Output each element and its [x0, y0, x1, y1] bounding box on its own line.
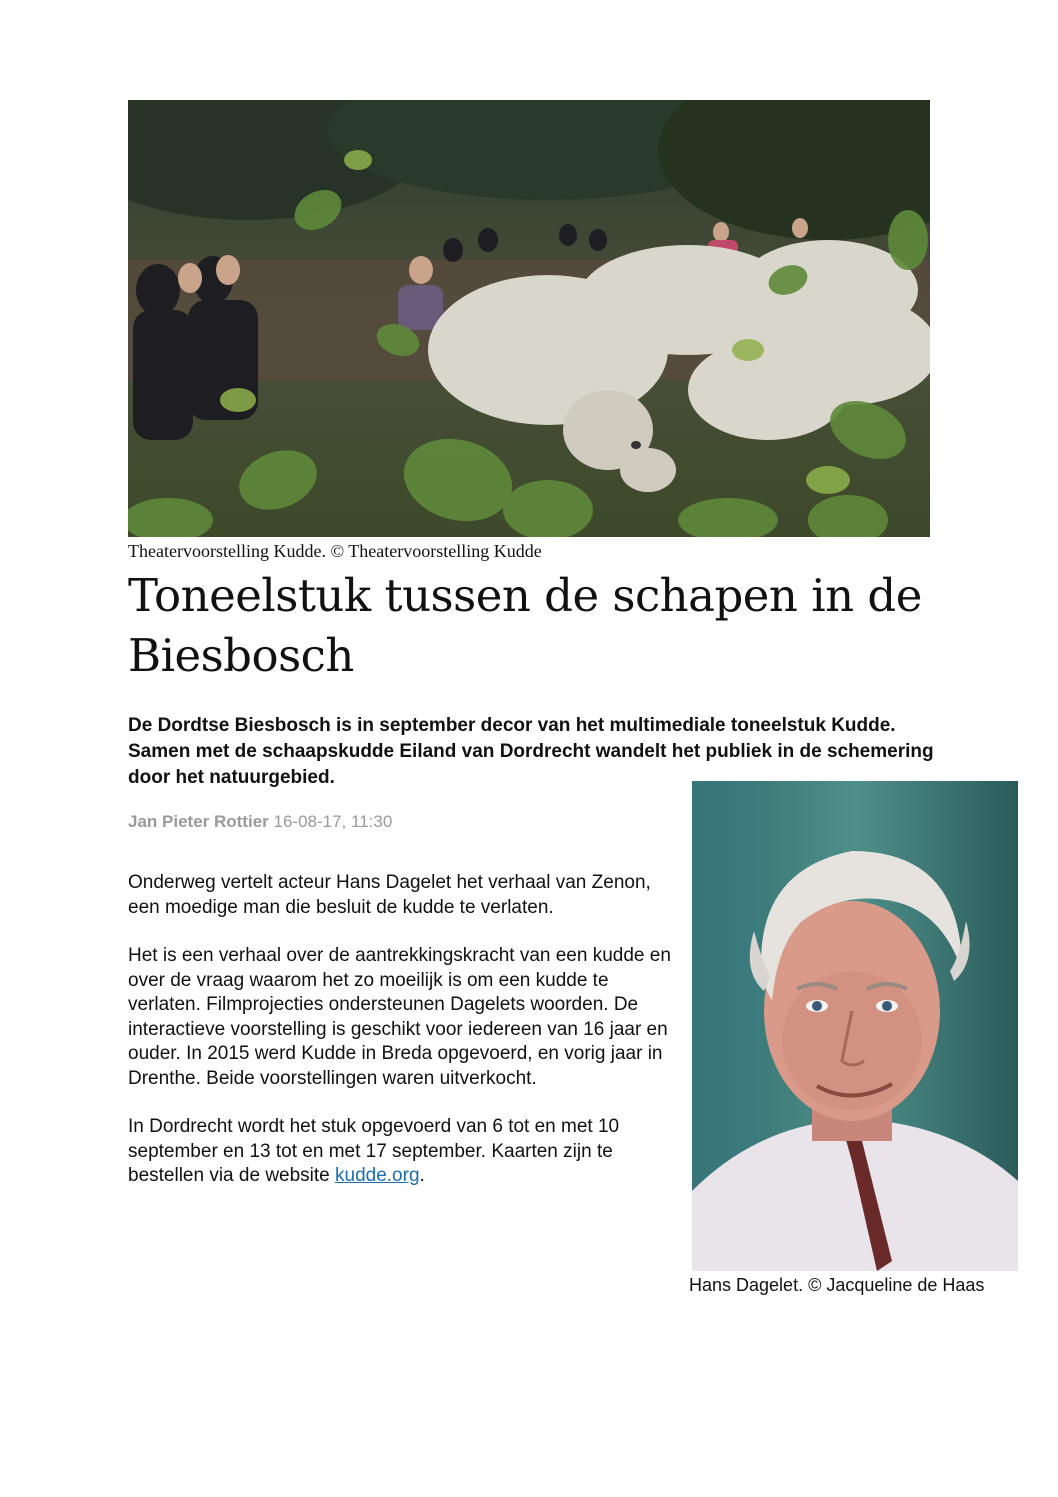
- paragraph-3-text: In Dordrecht wordt het stuk opgevoerd van 6 tot en met 10 september en 13 tot en met 17 september. Kaarten zijn te bestellen via de website: [128, 1116, 620, 1186]
- paragraph-1: Onderweg vertelt acteur Hans Dagelet het verhaal van Zenon, een moedige man die besluit de kudde te verlaten.: [128, 872, 651, 918]
- portrait-caption: Hans Dagelet. © Jacqueline de Haas: [689, 1275, 985, 1295]
- headline-line-1: Toneelstuk tussen de schapen in de: [128, 569, 922, 622]
- paragraph-2: Het is een verhaal over de aantrekkingskracht van een kudde en over de vraag waarom het zo moeilijk is om een kudde te verlaten. Filmprojecties ondersteunen Dagelets woorden. De interactieve voorstelling is geschikt voor iedereen van 16 jaar en ouder. In 2015 werd Kudde in Breda opgevoerd, en vorig jaar in Drenthe. Beide voorstellingen waren uitverkocht.: [128, 945, 671, 1089]
- paragraph-3: [128, 1115, 680, 1189]
- portrait-image: [692, 781, 1018, 1271]
- portrait-illustration: [692, 781, 1018, 1271]
- paragraph-3-end: .: [419, 1165, 425, 1186]
- hero-caption: Theatervoorstelling Kudde. © Theatervoorstelling Kudde: [128, 541, 542, 561]
- hero-image: [128, 100, 930, 537]
- hero-illustration: [128, 100, 930, 537]
- kudde-website-link[interactable]: kudde.org: [335, 1165, 420, 1186]
- article-body: [128, 871, 680, 1213]
- article-lead: De Dordtse Biesbosch is in september decor van het multimediale toneelstuk Kudde. Samen met de schaapskudde Eiland van Dordrecht wandelt het publiek in de schemering door het natuurgebied.: [128, 715, 934, 788]
- publish-date: 16-08-17, 11:30: [273, 812, 393, 831]
- author-name: Jan Pieter Rottier: [128, 812, 269, 831]
- headline-line-2: Biesbosch: [128, 629, 354, 682]
- article-headline: [128, 566, 958, 686]
- byline: [128, 812, 392, 832]
